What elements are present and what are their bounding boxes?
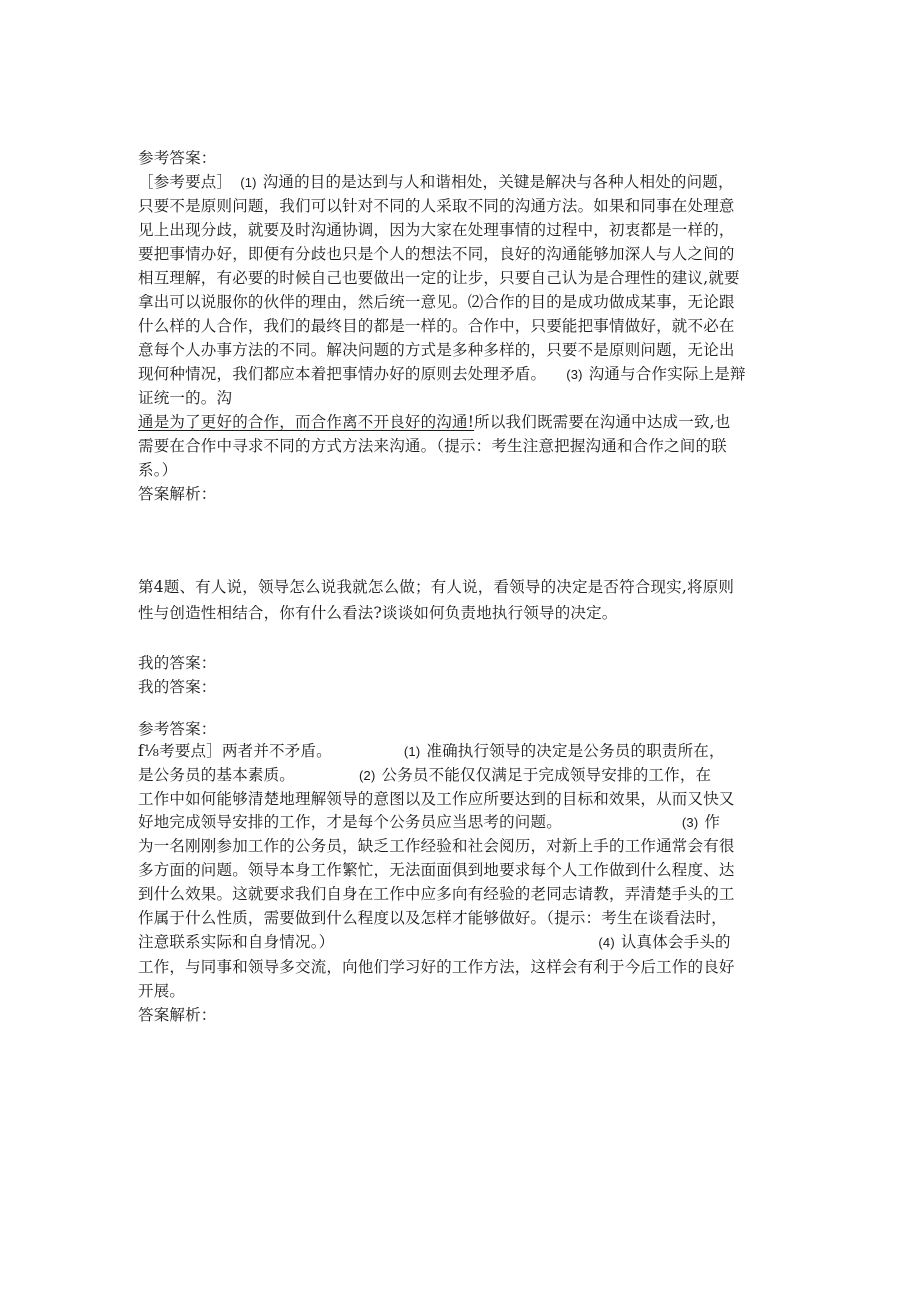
reference-answer-heading: 参考答案： (138, 720, 217, 738)
key-points-label: f⅛考要点］两者并不矛盾。 (138, 742, 332, 760)
paragraph-text: 是公务员的基本素质。 (138, 766, 296, 784)
paragraph-text: 沟通与合作实际上是辩 (588, 365, 746, 383)
paragraph-text: 注意联系实际和自身情况。） (138, 933, 335, 951)
question-4-line: 性与创造性相结合，你有什么看法?谈谈如何负责地执行领导的决定。 (138, 604, 618, 622)
paragraph-line: 为一名刚刚参加工作的公务员，缺乏工作经验和社会阅历，对新上手的工作通常会有很 (138, 837, 735, 855)
reference-answer-heading: 参考答案： (138, 149, 217, 167)
paragraph-line (138, 410, 730, 434)
paragraph-line (138, 170, 734, 195)
paragraph-line: 只要不是原则问题，我们可以针对不同的人采取不同的沟通方法。如果和同事在处理意 (138, 197, 735, 215)
paragraph-line (138, 739, 725, 764)
paragraph-line: 相互理解，有必要的时候自己也要做出一定的让步，只要自己认为是合理性的建议,就要 (138, 269, 740, 287)
paragraph-line: 什么样的人合作，我们的最终目的都是一样的。合作中，只要能把事情做好，就不必在 (138, 317, 735, 335)
paragraph-line: 多方面的问题。领导本身工作繁忙，无法面面俱到地要求每个人工作做到什么程度、达 (138, 861, 735, 879)
question-4-line: 第4题、有人说，领导怎么说我就怎么做；有人说，看领导的决定是否符合现实,将原则 (138, 578, 735, 596)
underlined-text: 通是为了更好的合作，而合作离不开良好的沟通! (138, 413, 475, 431)
paragraph-line: 工作中如何能够清楚地理解领导的意图以及工作应所要达到的目标和效果，从而又快又 (138, 790, 735, 808)
paragraph-text: 沟通的目的是达到与人和谐相处，关键是解决与各种人相处的问题， (262, 173, 734, 191)
paragraph-text: 所以我们既需要在沟通中达成一致,也 (474, 413, 731, 431)
answer-analysis-heading: 答案解析： (138, 485, 217, 503)
paragraph-text: 准确执行领导的决定是公务员的职责所在， (426, 742, 725, 760)
paragraph-line (138, 930, 731, 955)
my-answer-label: 我的答案： (138, 678, 217, 696)
item-number: (3) (681, 815, 699, 830)
answer-analysis-heading: 答案解析： (138, 1006, 217, 1024)
my-answer-label: 我的答案： (138, 654, 217, 672)
paragraph-text: 好地完成领导安排的工作，才是每个公务员应当思考的问题。 (138, 813, 562, 831)
paragraph-line: 工作，与同事和领导多交流，向他们学习好的工作方法，这样会有利于今后工作的良好 (138, 958, 735, 976)
paragraph-line: 需要在合作中寻求不同的方式方法来沟通。（提示：考生注意把握沟通和合作之间的联 (138, 437, 727, 455)
paragraph-text: 认真体会手头的 (620, 933, 731, 951)
paragraph-line: 系。） (138, 461, 178, 479)
item-number: (1) (403, 744, 421, 759)
paragraph-line: 开展。 (138, 982, 186, 1000)
item-number: (3) (566, 367, 583, 382)
paragraph-text: 现何种情况，我们都应本着把事情办好的原则去处理矛盾。 (138, 365, 547, 383)
paragraph-line (138, 810, 720, 835)
paragraph-line (138, 763, 711, 788)
paragraph-line (138, 362, 746, 387)
key-points-label: ［参考要点］ (138, 173, 233, 191)
paragraph-text: 作 (704, 813, 721, 831)
item-number: (4) (598, 935, 615, 950)
item-number: (2) (359, 768, 376, 783)
paragraph-line: 拿出可以说服你的伙伴的理由，然后统一意见。⑵合作的目的是成功做成某事，无论跟 (138, 293, 735, 311)
paragraph-line: 见上出现分歧，就要及时沟通协调，因为大家在处理事情的过程中，初衷都是一样的， (138, 221, 735, 239)
paragraph-line: 作属于什么性质，需要做到什么程度以及怎样才能够做好。（提示：考生在谈看法时， (138, 909, 727, 927)
paragraph-line: 要把事情办好，即便有分歧也只是个人的想法不同，良好的沟通能够加深人与人之间的 (138, 245, 735, 263)
item-number: (1) (240, 175, 257, 190)
paragraph-line: 意每个人办事方法的不同。解决问题的方式是多种多样的，只要不是原则问题，无论出 (138, 341, 735, 359)
paragraph-line: 到什么效果。这就要求我们自身在工作中应多向有经验的老同志请教，弄清楚手头的工 (138, 885, 735, 903)
paragraph-text: 公务员不能仅仅满足于完成领导安排的工作，在 (381, 766, 712, 784)
paragraph-line: 证统一的。沟 (138, 389, 233, 407)
